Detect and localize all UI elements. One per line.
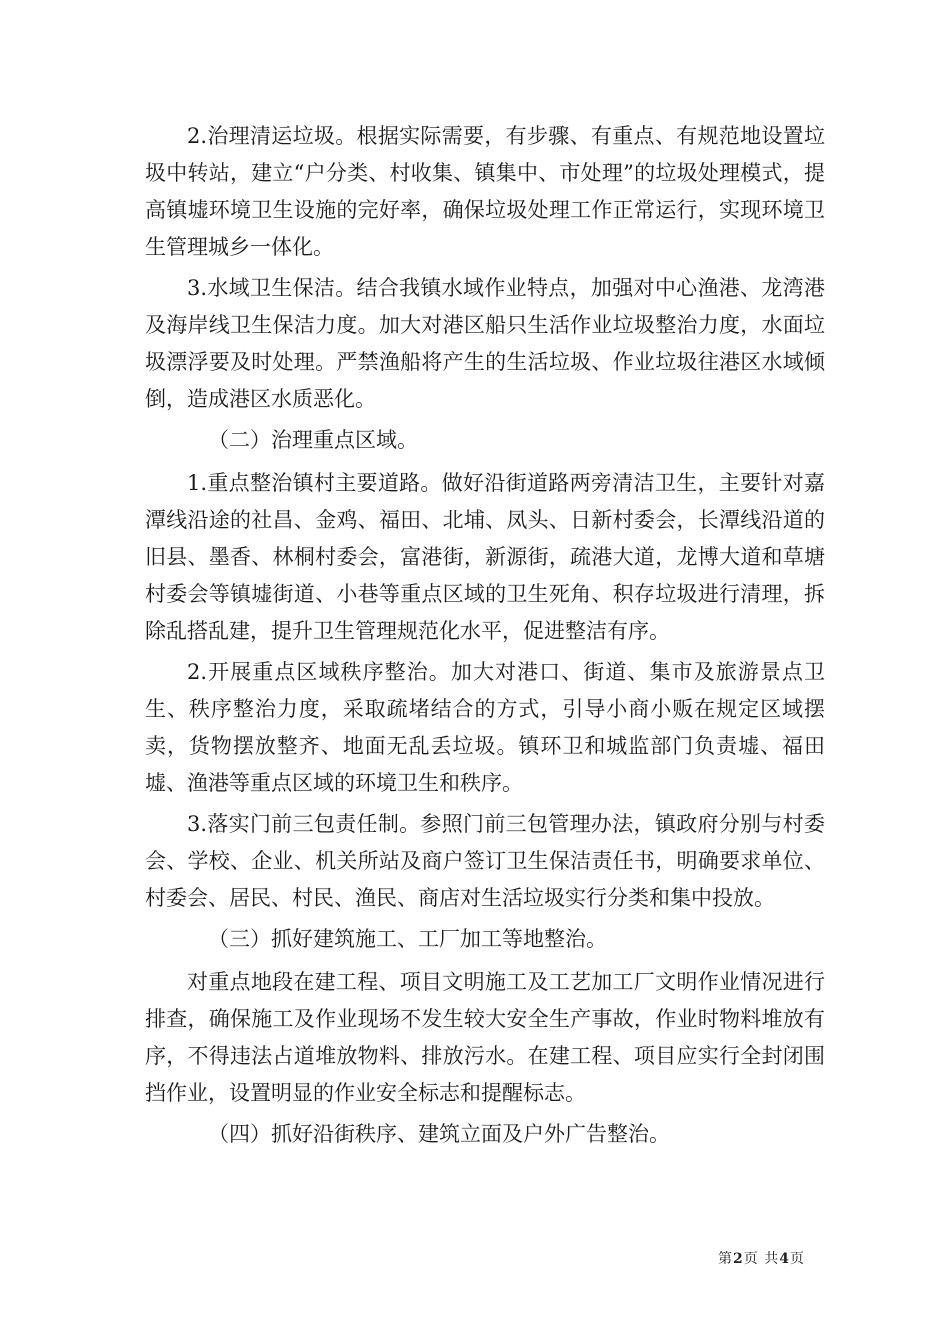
paragraph-construction-inspection: 对重点地段在建工程、项目文明施工及工艺加工厂文明作业情况进行排查，确保施工及作业现场不发生较大安全生产事故，作业时物料堆放有序，不得违法占道堆放物料、排放污水。在建工程、项目应实行全封闭围挡作业，设置明显的作业安全标志和提醒标志。: [145, 970, 825, 1105]
paragraph-main-roads: 1.重点整治镇村主要道路。做好沿街道路两旁清洁卫生，主要针对嘉潭线沿途的社昌、金鸡、福田、北埔、凤头、日新村委会，长潭线沿道的旧县、墨香、林桐村委会，富港街，新源街，疏港大道，龙博大道和草塘村委会等镇墟街道、小巷等重点区域的卫生死角、积存垃圾进行清理，拆除乱搭乱建，提升卫生管理规范化水平，促进整洁有序。: [145, 471, 825, 643]
paragraph-water-cleaning: 3.水域卫生保洁。结合我镇水域作业特点，加强对中心渔港、龙湾港及海岸线卫生保洁力度。加大对港区船只生活作业垃圾整治力度，水面垃圾漂浮要及时处理。严禁渔船将产生的生活垃圾、作业垃圾往港区水域倾倒，造成港区水质恶化。: [145, 276, 825, 411]
page-number-footer: [718, 1248, 805, 1268]
paragraph-area-order: 2.开展重点区域秩序整治。加大对港口、街道、集市及旅游景点卫生、秩序整治力度，采取疏堵结合的方式，引导小商小贩在规定区域摆卖，货物摆放整齐、地面无乱丢垃圾。镇环卫和城监部门负责墟、福田墟、渔港等重点区域的环境卫生和秩序。: [145, 660, 825, 795]
total-page-number: 4: [779, 1251, 790, 1267]
section-heading-street-order: （四）抓好沿街秩序、建筑立面及户外广告整治。: [208, 1122, 670, 1146]
footer-middle: 页 共: [743, 1251, 780, 1267]
section-heading-key-areas: （二）治理重点区域。: [208, 428, 418, 452]
footer-prefix: 第: [718, 1251, 734, 1267]
document-body: [145, 118, 825, 1159]
section-heading-construction: （三）抓好建筑施工、工厂加工等地整治。: [208, 927, 607, 951]
footer-suffix: 页: [790, 1251, 805, 1267]
current-page-number: 2: [733, 1251, 744, 1267]
paragraph-three-guarantees: 3.落实门前三包责任制。参照门前三包管理办法，镇政府分别与村委会、学校、企业、机关所站及商户签订卫生保洁责任书，明确要求单位、村委会、居民、村民、渔民、商店对生活垃圾实行分类和集中投放。: [145, 812, 825, 910]
paragraph-garbage-clearance: 2.治理清运垃圾。根据实际需要，有步骤、有重点、有规范地设置垃圾中转站，建立“户分类、村收集、镇集中、市处理”的垃圾处理模式，提高镇墟环境卫生设施的完好率，确保垃圾处理工作正常运行，实现环境卫生管理城乡一体化。: [145, 124, 825, 259]
